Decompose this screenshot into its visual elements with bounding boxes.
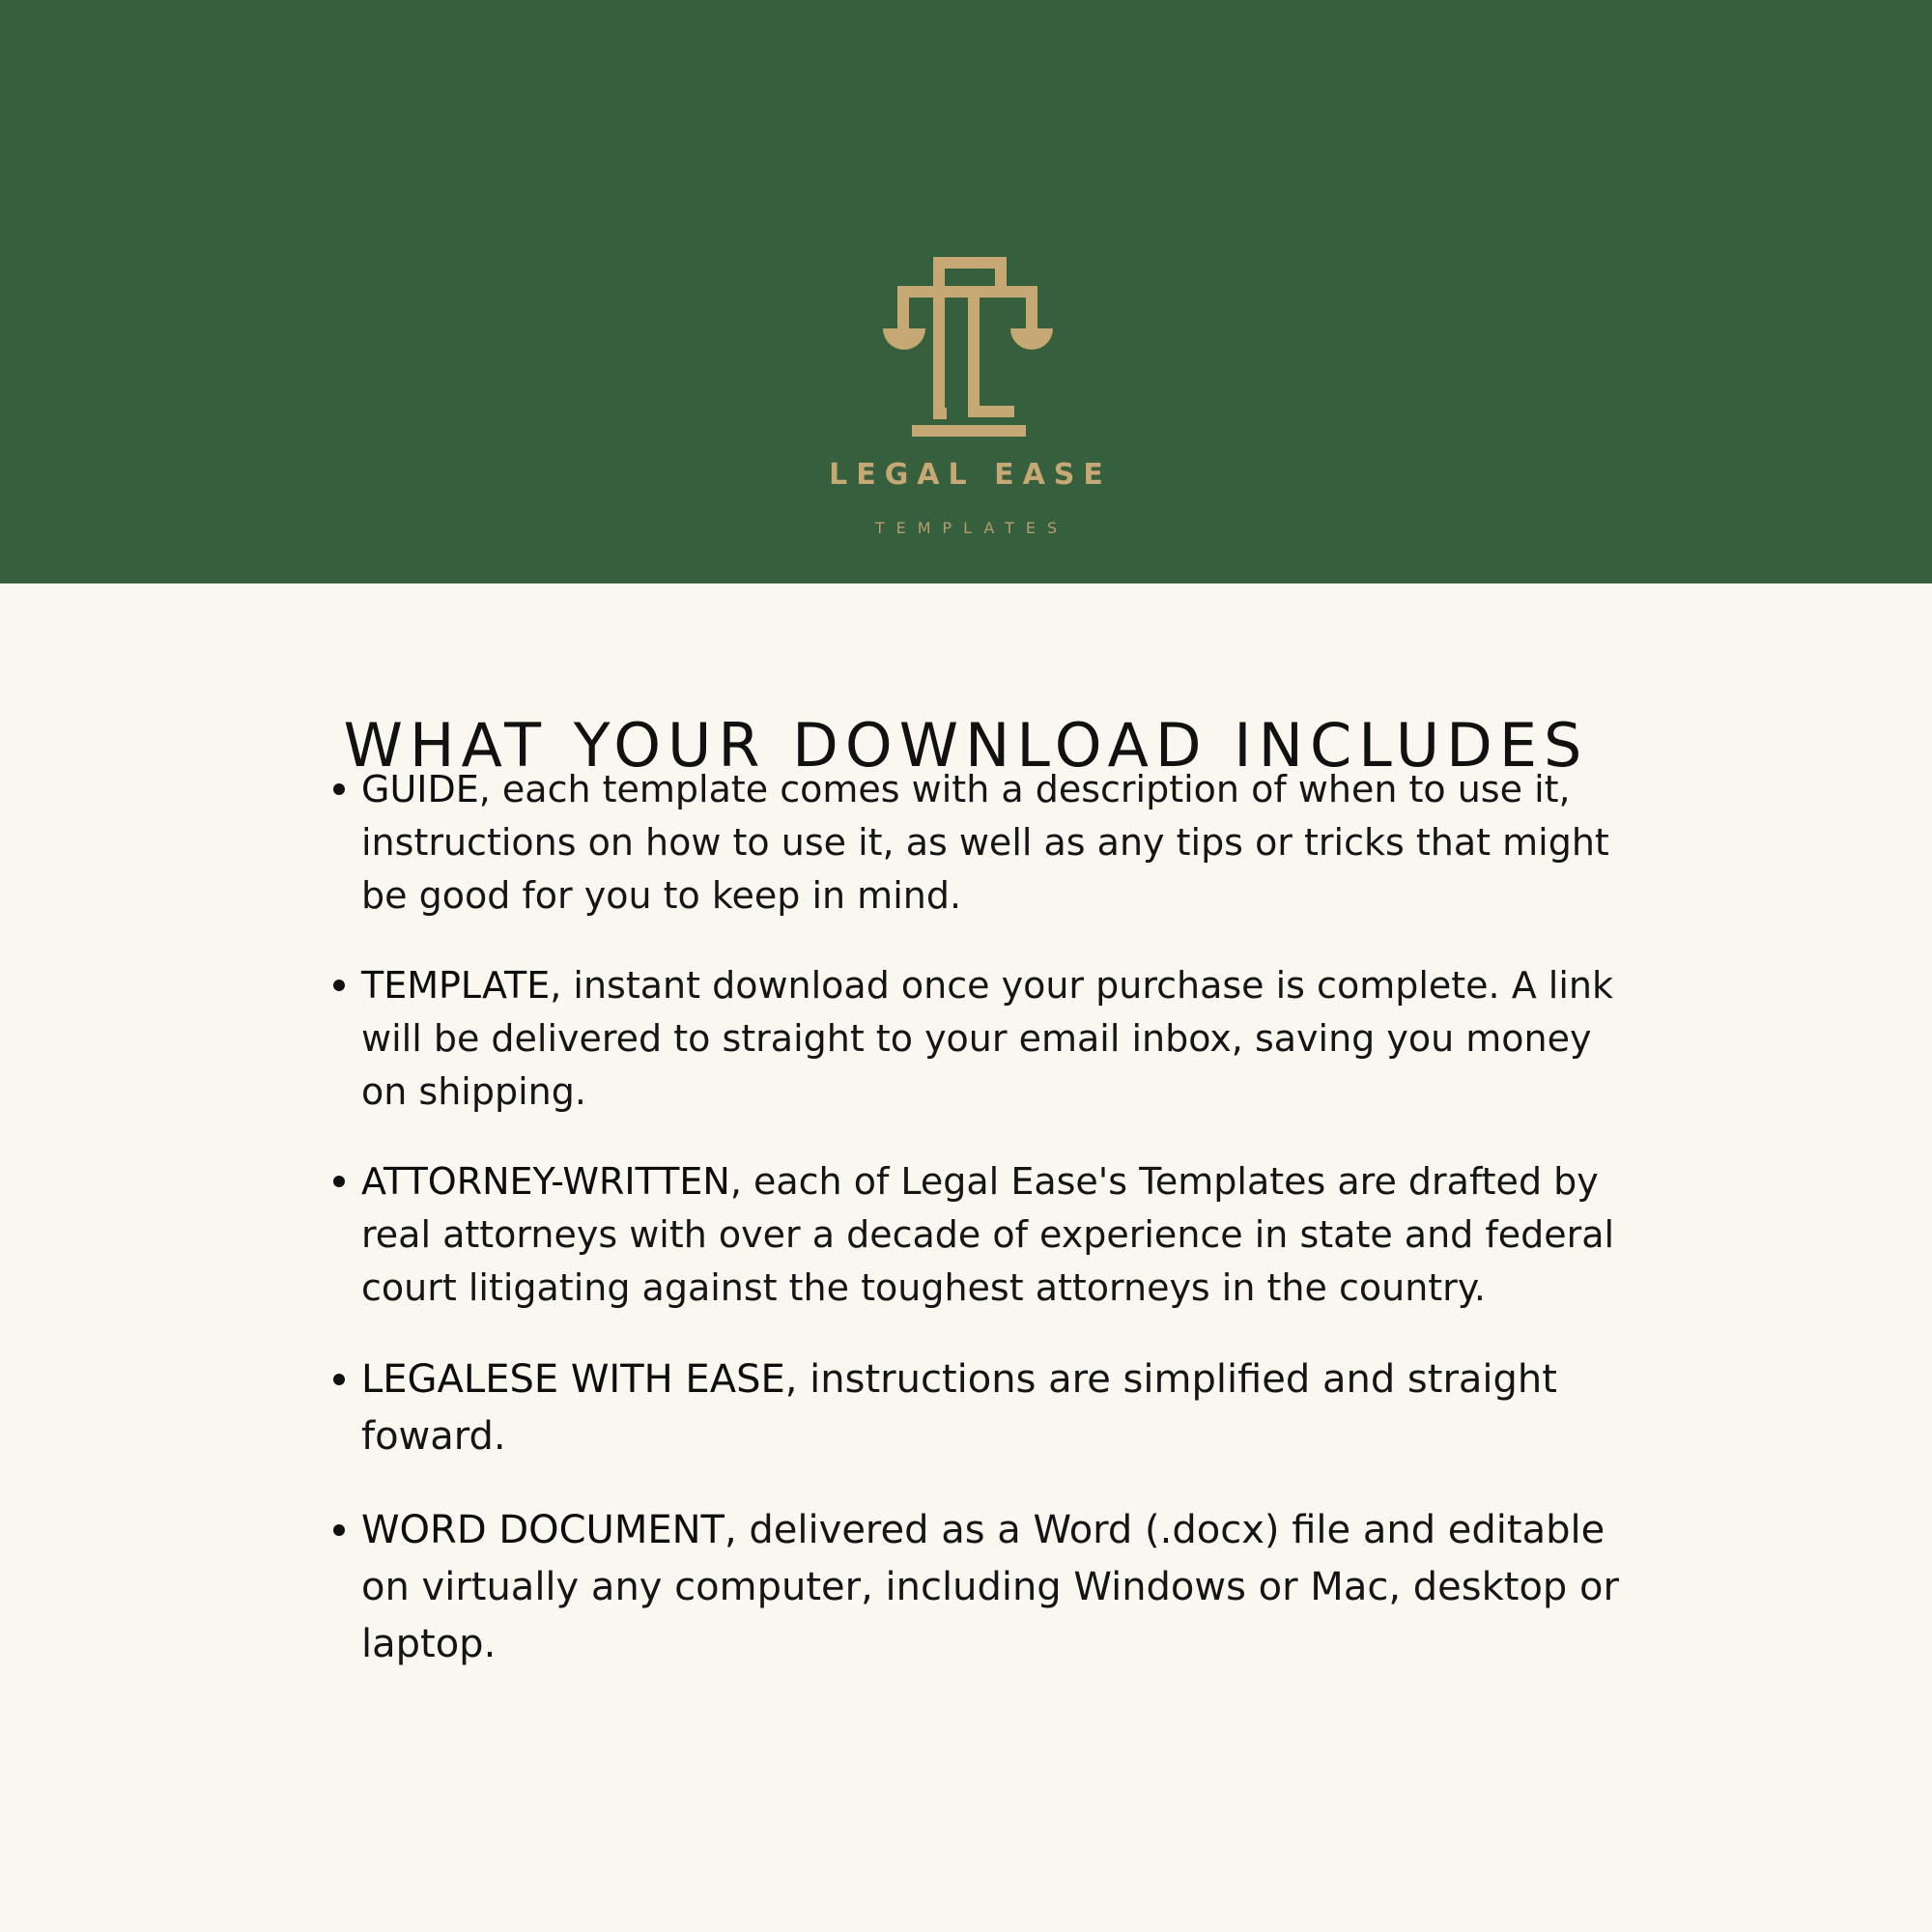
brand-subtitle: TEMPLATES — [874, 519, 1069, 537]
list-item-legalese-with-ease — [361, 1351, 1646, 1465]
list-item-template — [361, 959, 1646, 1119]
feature-text: , instructions are simplified and straight foward. — [361, 1357, 1557, 1459]
feature-text: , delivered as a Word (.docx) file and editable on virtually any computer, including Windows or Mac, desktop or laptop. — [361, 1508, 1619, 1666]
feature-text: , each template comes with a description of when to use it, instructions on how to use it, as well as any tips or tricks that might be good for you to keep in mind. — [361, 768, 1609, 917]
bullet-dot — [333, 980, 345, 991]
feature-title: GUIDE — [361, 768, 479, 810]
bullet-dot — [333, 1374, 345, 1385]
features-list — [361, 763, 1646, 1710]
feature-title: ATTORNEY-WRITTEN — [361, 1160, 730, 1203]
bullet-dot — [333, 783, 345, 795]
list-item-attorney-written — [361, 1155, 1646, 1315]
brand-name: LEGAL EASE — [829, 458, 1112, 492]
bullet-dot — [333, 1524, 345, 1536]
feature-text: , instant download once your purchase is complete. A link will be delivered to straight to your email inbox, saving you money on shipping. — [361, 964, 1613, 1113]
feature-text: , each of Legal Ease's Templates are drafted by real attorneys with over a decade of experience in state and federal court litigating against the toughest attorneys in the country. — [361, 1160, 1615, 1309]
page-title: WHAT YOUR DOWNLOAD INCLUDES — [343, 709, 1589, 781]
header-banner — [0, 0, 1932, 583]
feature-title: TEMPLATE — [361, 964, 551, 1007]
feature-title: LEGALESE WITH EASE — [361, 1357, 785, 1402]
list-item-guide — [361, 763, 1646, 923]
feature-title: WORD DOCUMENT — [361, 1508, 724, 1552]
list-item-word-document — [361, 1502, 1646, 1673]
bullet-dot — [333, 1176, 345, 1187]
scales-of-justice-icon — [881, 253, 1057, 440]
